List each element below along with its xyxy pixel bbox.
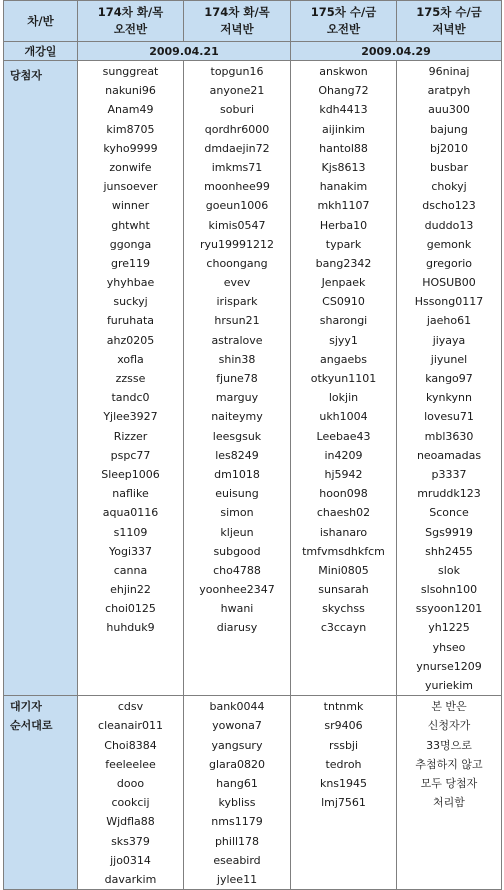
list-item: chaesh02 [316, 506, 371, 520]
list-item: mkh1107 [317, 199, 370, 213]
list-item: moonhee99 [204, 180, 270, 194]
list-item: ryu19991212 [200, 237, 274, 251]
list-item: sunggreat [102, 65, 159, 78]
list-item: feeleelee [105, 757, 156, 771]
list-item: Anam49 [107, 103, 154, 117]
list-item: Sconce [429, 506, 469, 520]
list-item: ggonga [109, 237, 152, 251]
list-item: duddo13 [424, 218, 474, 232]
list-item: eseabird [213, 853, 261, 867]
list-item: gre119 [110, 256, 151, 270]
list-item: yoonhee2347 [199, 583, 275, 597]
list-item: jjo0314 [110, 853, 151, 867]
list-item: lovesu71 [424, 410, 474, 424]
list-item: naflike [112, 487, 149, 501]
list-item: 모두 당첨자 [420, 776, 478, 790]
list-item: hj5942 [324, 467, 363, 481]
winners-label-cell [4, 61, 78, 696]
results-table-container [3, 0, 501, 886]
list-item: dscho123 [422, 199, 476, 213]
list-item: hanakim [319, 180, 368, 194]
waiting-list [291, 696, 397, 890]
list-item: anskwon [319, 65, 368, 78]
session-header [184, 1, 291, 42]
list-item: p3337 [431, 467, 467, 481]
list-item: nms1179 [211, 815, 263, 829]
list-item: yhseo [432, 640, 466, 654]
list-item: cdsv [117, 700, 144, 714]
list-item: hrsun21 [214, 314, 260, 328]
list-item: ssyoon1201 [415, 602, 483, 616]
list-item: yangsury [211, 738, 263, 752]
results-table [3, 0, 502, 890]
list-item: Ohang72 [318, 84, 369, 98]
list-item: 33명으로 [426, 738, 472, 752]
list-item: yowona7 [212, 719, 262, 733]
list-item: cookcij [111, 796, 150, 810]
list-item: simon [220, 506, 254, 520]
list-item: bj2010 [429, 141, 469, 155]
winners-list [78, 61, 184, 696]
waiting-label-cell [4, 696, 78, 890]
list-item: lmj7561 [321, 796, 366, 810]
list-item: fjune78 [216, 372, 258, 385]
list-item: gemonk [426, 237, 472, 251]
session-line1: 175차 수/금 [416, 5, 482, 19]
session-line2: 저녁반 [432, 22, 466, 36]
list-item: Rizzer [113, 429, 148, 443]
name-list [184, 696, 290, 889]
session-line2: 저녁반 [220, 22, 254, 36]
list-item: topgun16 [210, 65, 264, 78]
list-item: zzsse [115, 372, 146, 385]
opening-label: 개강일 [4, 42, 78, 61]
session-header [291, 1, 397, 42]
list-item: CS0910 [322, 295, 365, 309]
list-item: zonwife [109, 160, 152, 174]
list-item: ehjin22 [110, 583, 151, 597]
list-item: furuhata [106, 314, 155, 328]
list-item: gregorio [425, 256, 473, 270]
list-item: kns1945 [319, 776, 368, 790]
list-item: Yogi337 [108, 544, 153, 558]
list-item: Kjs8613 [321, 160, 366, 174]
name-list [291, 61, 396, 638]
list-item: ghtwht [111, 218, 150, 232]
list-item: yh1225 [428, 621, 470, 635]
list-item: rssbji [328, 738, 359, 752]
list-item: kim8705 [106, 122, 155, 136]
list-item: tmfvmsdhkfcm [302, 544, 385, 558]
list-item: imkms71 [211, 160, 263, 174]
list-item: aqua0116 [102, 506, 159, 520]
list-item: 추첨하지 않고 [415, 757, 483, 771]
list-item: kynkynn [426, 391, 472, 405]
list-item: aratpyh [427, 84, 471, 98]
list-item: angaebs [320, 352, 367, 366]
list-item: dooo [116, 776, 145, 790]
list-item: typark [325, 237, 362, 251]
list-item: busbar [430, 160, 468, 174]
list-item: phill178 [214, 834, 260, 848]
list-item: subgood [213, 544, 261, 558]
list-item: jiyunel [430, 352, 468, 366]
list-item: hwani [220, 602, 254, 616]
opening-date-row [4, 42, 502, 61]
list-item: kybliss [218, 796, 256, 810]
list-item: sr9406 [324, 719, 363, 733]
list-item: ahz0205 [106, 333, 155, 347]
corner-header [4, 1, 78, 42]
list-item: choongang [206, 256, 268, 270]
list-item: 본 반은 [431, 700, 467, 714]
list-item: lokjin [328, 391, 359, 405]
list-item: 96ninaj [428, 65, 470, 78]
name-list [397, 696, 501, 812]
waiting-row [4, 696, 502, 890]
list-item: kyho9999 [103, 141, 158, 155]
list-item: kdh4413 [319, 103, 368, 117]
name-list [78, 61, 183, 638]
list-item: 신청자가 [427, 719, 471, 733]
list-item: tntnmk [323, 700, 364, 714]
name-list [397, 61, 501, 695]
list-item: jylee11 [216, 872, 258, 886]
session-header [397, 1, 502, 42]
list-item: choi0125 [105, 602, 156, 616]
winners-list [397, 61, 502, 696]
list-item: hoon098 [319, 487, 368, 501]
list-item: xofla [117, 352, 144, 366]
waiting-list [184, 696, 291, 890]
list-item: diarusy [216, 621, 258, 635]
list-item: bang2342 [315, 256, 372, 270]
list-item: sharongi [319, 314, 368, 328]
list-item: yhyhbae [106, 276, 155, 290]
list-item: Hssong0117 [414, 295, 484, 309]
corner-label: 차/반 [27, 13, 54, 28]
list-item: c3ccayn [320, 621, 367, 635]
list-item: cho4788 [213, 563, 261, 577]
list-item: huhduk9 [106, 621, 155, 635]
list-item: Choi8384 [104, 738, 157, 752]
winners-row [4, 61, 502, 696]
list-item: nakuni96 [105, 84, 156, 98]
list-item: marguy [215, 391, 259, 405]
list-item: Herba10 [319, 218, 368, 232]
list-item: jaeho61 [426, 314, 472, 328]
list-item: ynurse1209 [416, 659, 482, 673]
list-item: cleanair011 [98, 719, 163, 733]
list-item: dmdaejin72 [204, 141, 270, 155]
winners-list [291, 61, 397, 696]
list-item: euisung [215, 487, 259, 501]
list-item: aijinkim [321, 122, 366, 136]
list-item: goeun1006 [205, 199, 269, 213]
list-item: junsoever [103, 180, 158, 194]
list-item: ishanaro [319, 525, 368, 539]
list-item: HOSUB00 [422, 276, 476, 290]
list-item: tandc0 [111, 391, 150, 405]
list-item: mbl3630 [424, 429, 474, 443]
list-item: irispark [216, 295, 258, 309]
list-item: tedroh [325, 757, 362, 771]
list-item: naiteymy [211, 410, 263, 424]
list-item: mruddk123 [417, 487, 481, 501]
list-item: sunsarah [318, 583, 369, 597]
waiting-sublabel: 순서대로 [10, 719, 53, 733]
list-item: shin38 [218, 352, 256, 366]
list-item: bank0044 [209, 700, 265, 714]
session-line2: 오전반 [326, 22, 361, 36]
list-item: Sgs9919 [425, 525, 473, 539]
list-item: Leebae43 [316, 429, 371, 443]
list-item: in4209 [324, 448, 363, 462]
winners-label: 당첨자 [10, 69, 42, 82]
session-header [78, 1, 184, 42]
list-item: slsohn100 [420, 583, 478, 597]
list-item: skychss [322, 602, 365, 616]
session-line2: 오전반 [113, 22, 148, 36]
list-item: anyone21 [209, 84, 265, 98]
list-item: suckyj [113, 295, 148, 309]
list-item: Yjlee3927 [103, 410, 158, 424]
list-item: chokyj [431, 180, 467, 194]
opening-date: 2009.04.21 [78, 42, 291, 61]
name-list [184, 61, 290, 638]
list-item: kljeun [220, 525, 254, 539]
list-item: glara0820 [208, 757, 266, 771]
list-item: Sleep1006 [101, 467, 160, 481]
list-item: evev [223, 276, 251, 290]
list-item: Wjdfla88 [106, 815, 155, 829]
list-item: s1109 [113, 525, 148, 539]
list-item: astralove [211, 333, 263, 347]
list-item: canna [113, 563, 148, 577]
list-item: dm1018 [214, 467, 260, 481]
list-item: pspc77 [110, 448, 151, 462]
list-item: auu300 [428, 103, 470, 117]
list-item: 처리함 [433, 796, 465, 810]
list-item: les8249 [215, 448, 259, 462]
session-line1: 175차 수/금 [310, 5, 377, 19]
winners-list [184, 61, 291, 696]
list-item: sks379 [111, 834, 150, 848]
list-item: leesgsuk [212, 429, 262, 443]
list-item: winner [111, 199, 150, 213]
list-item: soburi [220, 103, 254, 117]
list-item: Jenpaek [321, 276, 366, 290]
list-item: hang61 [216, 776, 258, 790]
opening-date: 2009.04.29 [291, 42, 502, 61]
name-list [291, 696, 396, 812]
waiting-note [397, 696, 502, 890]
list-item: ukh1004 [319, 410, 368, 424]
waiting-list [78, 696, 184, 890]
list-item: sjyy1 [329, 333, 358, 347]
session-line1: 174차 화/목 [97, 5, 164, 19]
list-item: bajung [430, 122, 468, 136]
list-item: hantol88 [319, 141, 368, 155]
list-item: kimis0547 [208, 218, 266, 232]
list-item: jiyaya [432, 333, 466, 347]
name-list [78, 696, 183, 889]
list-item: kango97 [425, 372, 473, 385]
waiting-label: 대기자 [10, 700, 42, 714]
session-line1: 174차 화/목 [204, 5, 270, 19]
list-item: qordhr6000 [204, 122, 270, 136]
list-item: slok [438, 563, 460, 577]
list-item: davarkim [104, 872, 157, 886]
list-item: Mini0805 [318, 563, 369, 577]
list-item: neoamadas [416, 448, 482, 462]
list-item: yuriekim [425, 679, 473, 692]
list-item: otkyun1101 [310, 372, 377, 385]
list-item: shh2455 [425, 544, 473, 558]
header-row [4, 1, 502, 42]
